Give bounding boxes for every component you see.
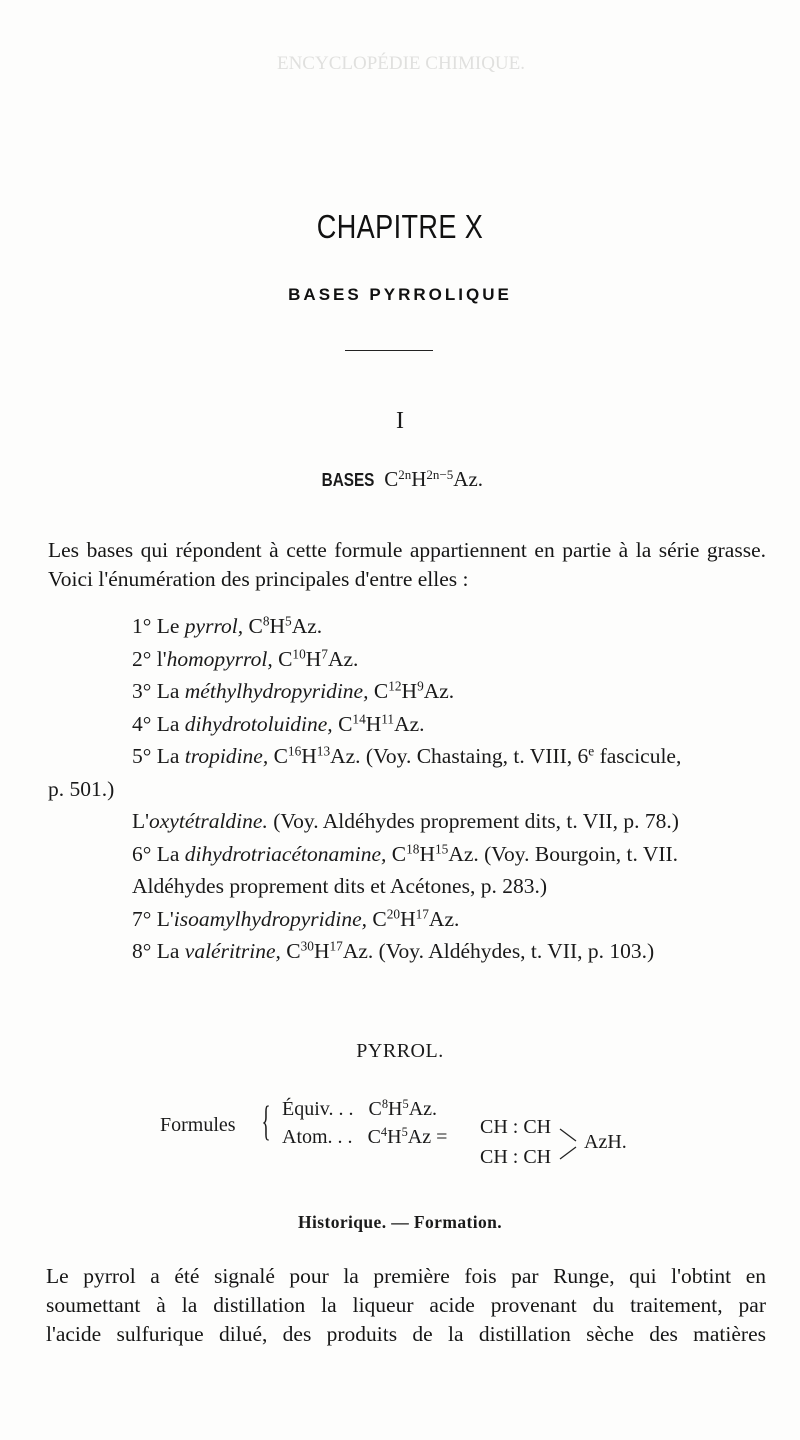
formules-label: Formules [160, 1114, 236, 1136]
ring-bottom: CH : CH [480, 1146, 552, 1168]
section-heading [0, 467, 800, 492]
bases-list [48, 610, 768, 968]
section-heading-formula: $C^{2n}H^{2n-5}Az$. [384, 466, 484, 491]
ring-nitrogen: AzH. [584, 1131, 627, 1153]
section-heading-label: BASES [321, 470, 375, 490]
list-item: 8° La valéritrine, $C^{30}H^{17}Az$. (Voy. Aldéhydes, t. VII, p. 103.) [132, 938, 655, 963]
paragraph-line: soumettant à la distillation la liqueur acide provenant du traitement, par [46, 1293, 766, 1317]
list-item: 6° La dihydrotriacétonamine, $C^{18}H^{15}Az$. (Voy. Bourgoin, t. VII. Aldéhydes proprement dits et Acétones, p. 283.) [132, 841, 679, 898]
pyrrol-heading: PYRROL. [356, 1040, 444, 1062]
paragraph-line: Le pyrrol a été signalé pour la première fois par Runge, qui l'obtint en [46, 1264, 766, 1288]
equiv-row: Équiv. . . $C^8H^5Az$. [282, 1097, 438, 1120]
paragraph-line: l'acide sulfurique dilué, des produits de la distillation sèche des matières [46, 1322, 766, 1346]
ring-bond-lines [558, 1123, 582, 1163]
historique-paragraph [46, 1262, 766, 1349]
brace-glyph: { [261, 1099, 271, 1145]
ring-top: CH : CH [480, 1116, 552, 1138]
list-item: 7° L'isoamylhydropyridine, $C^{20}H^{17}Az$. [132, 906, 460, 931]
atom-row: Atom. . . $C^4H^5Az$ = [282, 1125, 448, 1148]
title-rule [345, 350, 433, 351]
list-item: 5° La tropidine, $C^{16}H^{13}Az$. (Voy. Chastaing, t. VIII, 6e fascicule, p. 501.) [48, 743, 682, 801]
list-item: 1° Le pyrrol, $C^8H^5Az$. [132, 613, 323, 638]
section-number: I [396, 408, 404, 434]
list-item: 4° La dihydrotoluidine, $C^{14}H^{11}Az$. [132, 711, 425, 736]
intro-text: Les bases qui répondent à cette formule appartiennent en partie à la série grasse. Voici l'énumération des principales d'entre elles : [48, 538, 766, 591]
verso-bleed-text: ENCYCLOPÉDIE CHIMIQUE. [276, 53, 526, 74]
list-item: 3° La méthylhydropyridine, $C^{12}H^9Az$. [132, 678, 455, 703]
intro-paragraph [48, 536, 766, 594]
chapter-subtitle: BASES PYRROLIQUE [288, 285, 512, 304]
list-item: 2° l'homopyrrol, $C^{10}H^7Az$. [132, 646, 359, 671]
chapter-title: CHAPITRE X [316, 208, 484, 245]
historique-heading: Historique. — Formation. [297, 1212, 503, 1232]
list-item: L'oxytétraldine. (Voy. Aldéhydes proprement dits, t. VII, p. 78.) [132, 809, 679, 833]
